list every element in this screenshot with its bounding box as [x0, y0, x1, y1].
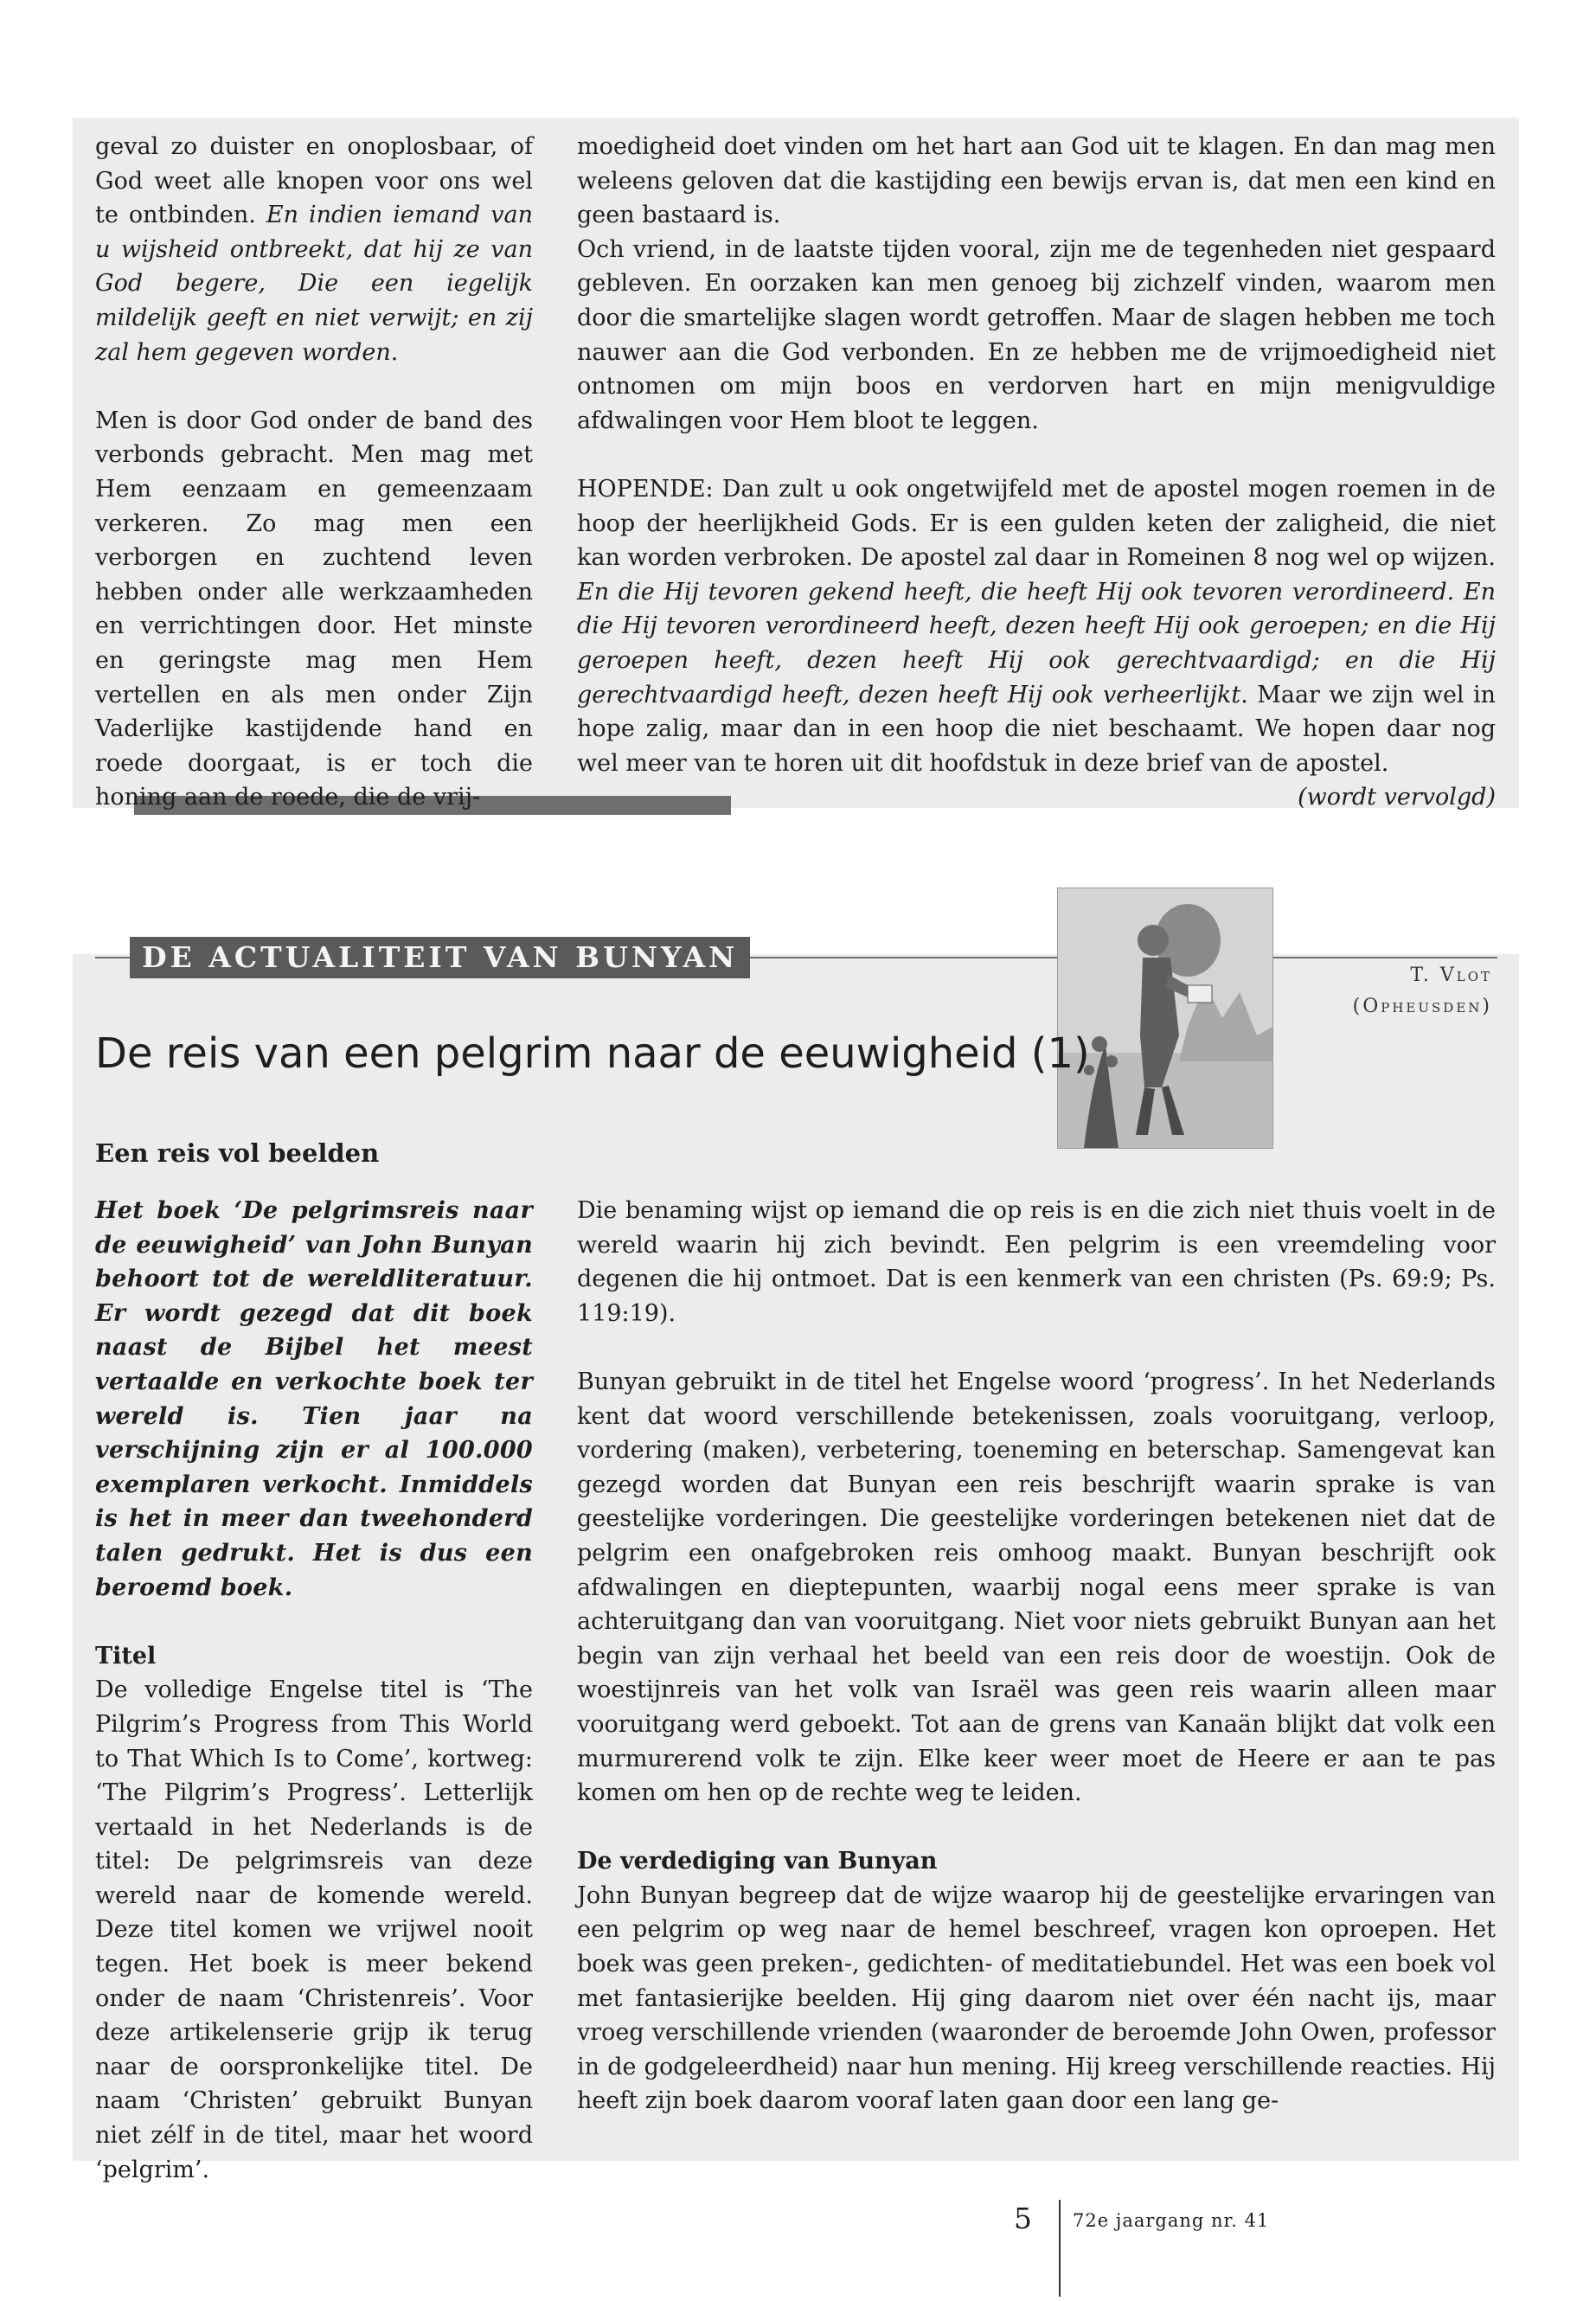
author-block	[1267, 960, 1492, 1022]
section-rule-far-right	[1272, 957, 1497, 958]
footer-divider	[1059, 2200, 1061, 2297]
body-paragraph-3: John Bunyan begreep dat de wijze waarop hij de geestelijke ervaringen van een pelgrim op weg naar de hemel beschreef, vragen kon oproepen. Het boek was geen preken-, gedichten- of meditatiebundel. Het was een boek vol met fantasierijke beelden. Hij ging daarom niet over één nacht ijs, maar vroeg verschillende vrienden (waaronder de beroemde John Owen, professor in de godgeleerdheid) naar hun mening. Hij kreeg verschillende reacties. Hij heeft zijn boek daarom vooraf laten gaan door een lang ge-	[577, 1881, 1496, 2115]
bottom-left-column	[95, 1194, 533, 2187]
section-heading-verdediging: De verdediging van Bunyan	[577, 1848, 938, 1875]
italic-quote: En indien iemand van u wijsheid ontbreekt, dat hij ze van God begere, Die een iegelijk mildelijk geeft en niet verwijt; en zij zal hem gegeven worden	[95, 202, 534, 366]
section-rule-right	[731, 957, 1057, 958]
text-run: geval zo duister en onoplosbaar, of God weet alle knopen voor ons wel te ontbinden.	[95, 133, 533, 229]
page-number: 5	[1014, 2202, 1032, 2235]
titel-paragraph: De volledige Engelse titel is ‘The Pilgrim’s Progress from This World to That Which Is to Come’, kortweg: ‘The Pilgrim’s Progress’. Letterlijk vertaald in het Nederlands is de titel: De pelgrimsreis van deze wereld naar de komende wereld. Deze titel komen we vrijwel nooit tegen. Het boek is meer bekend onder de naam ‘Christenreis’. Voor deze artikelenserie grijp ik terug naar de oorspronkelijke titel. De naam ‘Christen’ gebruikt Bunyan niet zélf in de titel, maar het woord ‘pelgrim’.	[95, 1676, 533, 2183]
body-paragraph-2: Bunyan gebruikt in de titel het Engelse woord ‘progress’. In het Nederlands kent dat woord verschillende betekenissen, zoals vooruitgang, verloop, vordering (maken), verbetering, toeneming en beterschap. Samengevat kan gezegd worden dat Bunyan een reis beschrijft waarin sprake is van geestelijke vorderingen. Die geestelijke vorderingen betekenen niet dat de pelgrim een onafgebroken reis omhoog maakt. Bunyan beschrijft ook afdwalingen en dieptepunten, waarbij nogal eens meer sprake is van achteruitgang dan van vooruitgang. Niet voor niets gebruikt Bunyan aan het begin van zijn verhaal het beeld van een reis door de woestijn. Ook de woestijnreis van het volk van Israël was geen reis waarin alleen maar vooruitgang werd geboekt. Tot aan de grens van Kanaän blijkt dat volk een murmurerend volk te zijn. Elke keer weer moet de Heere er aan te pas komen om hen op de rechte weg te leiden.	[577, 1368, 1496, 1807]
bottom-right-column	[577, 1194, 1496, 2118]
text-run: Men is door God onder de band des verbonds gebracht. Men mag met Hem eenzaam en gemeenzaam verkeren. Zo mag men een verborgen en zuchtend leven hebben onder alle werkzaamheden en verrichtingen door. Het minste en geringste mag men Hem vertellen en als men onder Zijn Vaderlijke kastijdende hand en roede doorgaat, is er toch die honing aan de roede, die de vrij-	[95, 407, 533, 811]
text-run: HOPENDE: Dan zult u ook ongetwijfeld met de apostel mogen roemen in de hoop der heerlijkheid Gods. Er is een gulden keten der zaligheid, die niet kan worden verbroken. De apostel zal daar in Romeinen 8 nog wel op wijzen.	[577, 475, 1496, 572]
italic-quote: En die Hij tevoren gekend heeft, die heeft Hij ook tevoren verordineerd. En die Hij tevoren verordineerd heeft, dezen heeft Hij ook geroepen; en die Hij geroepen heeft, dezen heeft Hij ook gerechtvaardigd; en die Hij gerechtvaardigd heeft, dezen heeft Hij ook verheerlijkt	[577, 578, 1496, 708]
pilgrim-with-burden-image	[1058, 888, 1272, 1148]
text-run: .	[390, 338, 399, 366]
top-left-column	[95, 130, 533, 815]
top-right-column	[577, 130, 1496, 815]
article-subheading: Een reis vol beelden	[95, 1138, 380, 1168]
paragraph	[577, 233, 1496, 439]
issue-info: 72e jaargang nr. 41	[1073, 2210, 1270, 2231]
paragraph	[577, 130, 1496, 233]
pilgrim-illustration	[1057, 888, 1273, 1149]
author-place: (Opheusden)	[1352, 996, 1492, 1017]
text-run: Och vriend, in de laatste tijden vooral, zijn me de tegenheden niet gespaard gebleven. En oorzaken kan men genoeg bij zichzelf vinden, waarom men door die smartelijke slagen wordt getroffen. Maar de slagen hebben me toch nauwer aan die God verbonden. En ze hebben me de vrijmoedigheid niet ontnomen om mijn boos en verdorven hart en mijn menigvuldige afdwalingen voor Hem bloot te leggen.	[577, 235, 1496, 434]
section-label: DE ACTUALITEIT VAN BUNYAN	[130, 937, 750, 978]
paragraph	[95, 130, 533, 369]
article-title: De reis van een pelgrim naar de eeuwigheid (1)	[95, 1029, 1090, 1078]
text-run: moedigheid doet vinden om het hart aan God uit te klagen. En dan mag men weleens geloven dat die kastijding een bewijs ervan is, dat men een kind en geen bastaard is.	[577, 133, 1496, 229]
section-rule-left	[95, 957, 130, 958]
section-heading-titel: Titel	[95, 1642, 157, 1670]
continued-note: (wordt vervolgd)	[1298, 784, 1496, 811]
lead-paragraph: Het boek ‘De pelgrimsreis naar de eeuwigheid’ van John Bunyan behoort tot de wereldliteratuur. Er wordt gezegd dat dit boek naast de Bijbel het meest vertaalde en verkochte boek ter wereld is. Tien jaar na verschijning zijn er al 100.000 exemplaren verkocht. Inmiddels is het in meer dan tweehonderd talen gedrukt. Het is dus een beroemd boek.	[95, 1197, 533, 1601]
body-paragraph-1: Die benaming wijst op iemand die op reis is en die zich niet thuis voelt in de wereld waarin hij zich bevindt. Een pelgrim is een vreemdeling voor degenen die hij ontmoet. Dat is een kenmerk van een christen (Ps. 69:9; Ps. 119:19).	[577, 1197, 1496, 1327]
paragraph	[577, 472, 1496, 811]
text-run: . Maar we zijn wel in hope zalig, maar dan in een hoop die niet beschaamt. We hopen daar nog wel meer van te horen uit dit hoofdstuk in deze brief van de apostel.	[577, 681, 1496, 777]
paragraph	[95, 404, 533, 815]
author-name: T. Vlot	[1410, 965, 1492, 986]
